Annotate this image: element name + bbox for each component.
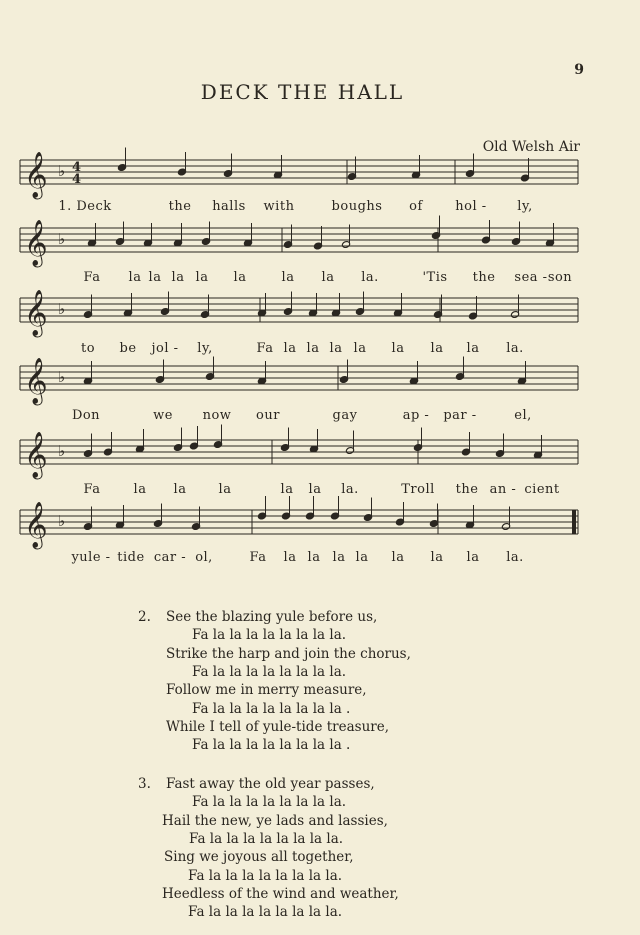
lyric-syllable: par - (443, 408, 477, 423)
lyric-syllable: ol, (195, 550, 213, 565)
lyric-syllable: hol - (455, 199, 487, 214)
lyric-syllable: la. (506, 550, 524, 565)
treble-clef-icon: 𝄞 (24, 220, 48, 266)
time-signature-digit: 4 (72, 172, 82, 187)
staff-system (20, 282, 582, 342)
lyric-syllable: la (233, 270, 247, 285)
lyric-syllable: la. (341, 482, 359, 497)
staff (20, 424, 582, 484)
staff-system (20, 350, 582, 410)
treble-clef-icon: 𝄞 (24, 358, 48, 404)
lyric-syllable: la (329, 341, 343, 356)
staff (20, 350, 582, 410)
lyric-syllable: la (281, 270, 295, 285)
lyric-syllable: now (202, 408, 232, 423)
lyric-syllable: la (306, 341, 320, 356)
lyric-syllable: la (307, 550, 321, 565)
treble-clef-icon: 𝄞 (24, 152, 48, 198)
staff (20, 282, 582, 342)
lyric-syllable: la (308, 482, 322, 497)
flat-key-signature-icon: ♭ (58, 162, 66, 180)
verse-line: While I tell of yule-tide treasure, (166, 718, 389, 735)
lyric-syllable: la (173, 482, 187, 497)
lyric-syllable: la (353, 341, 367, 356)
lyric-syllable: boughs (331, 199, 383, 214)
lyric-syllable: to (80, 341, 96, 356)
lyric-syllable: la (430, 341, 444, 356)
lyric-syllable: la (391, 341, 405, 356)
verse-line: Fa la la la la la la la la. (192, 627, 347, 644)
lyric-syllable: car - (153, 550, 187, 565)
lyric-syllable: Troll (401, 482, 435, 497)
lyric-syllable: la. (506, 341, 524, 356)
lyric-line (0, 550, 562, 568)
lyric-syllable: Fa (249, 550, 267, 565)
verse-line: Fa la la la la la la la la. (188, 867, 343, 884)
lyric-syllable: Fa (83, 270, 101, 285)
lyric-syllable: la (218, 482, 232, 497)
song-title: DECK THE HALL (200, 80, 405, 104)
verse-line: Hail the new, ye lads and lassies, (162, 812, 388, 829)
staff-system (20, 144, 582, 204)
staff (20, 144, 582, 204)
lyric-syllable: la (280, 482, 294, 497)
flat-key-signature-icon: ♭ (58, 442, 66, 460)
verse-number: 2. (138, 609, 151, 625)
lyric-syllable: 'Tis (422, 270, 448, 285)
lyric-syllable: halls (212, 199, 246, 214)
lyric-syllable: la (466, 550, 480, 565)
lyric-syllable: sea - (514, 270, 548, 285)
verse-line: Fa la la la la la la la la. (188, 904, 343, 921)
lyric-syllable: la (332, 550, 346, 565)
treble-clef-icon: 𝄞 (24, 502, 48, 548)
lyric-syllable: ly, (517, 199, 533, 214)
lyric-syllable: of (409, 199, 423, 214)
verse-line: Fa la la la la la la la la . (192, 700, 351, 717)
page-number: 9 (574, 62, 584, 78)
verse-line: Fa la la la la la la la la. (192, 663, 347, 680)
verse-number: 3. (138, 776, 151, 792)
lyric-syllable: son (547, 270, 573, 285)
lyric-syllable: gay (332, 408, 358, 423)
flat-key-signature-icon: ♭ (58, 512, 66, 530)
time-signature-digit: 4 (72, 160, 82, 175)
lyric-syllable: yule - (71, 550, 111, 565)
lyric-syllable: la (128, 270, 142, 285)
final-barline (572, 510, 576, 534)
lyric-syllable: la. (361, 270, 379, 285)
lyric-syllable: the (455, 482, 479, 497)
lyric-syllable: la (321, 270, 335, 285)
flat-key-signature-icon: ♭ (58, 368, 66, 386)
lyric-syllable: 1. Deck (58, 199, 112, 214)
verse-line: Follow me in merry measure, (166, 682, 367, 699)
verse-line: Fast away the old year passes, (166, 776, 375, 792)
lyric-syllable: the (472, 270, 496, 285)
flat-key-signature-icon: ♭ (58, 230, 66, 248)
lyric-syllable: Don (71, 408, 101, 423)
staff (20, 212, 582, 272)
lyric-syllable: jol - (151, 341, 179, 356)
lyric-syllable: an - (489, 482, 517, 497)
lyric-syllable: our (256, 408, 280, 423)
lyric-syllable: with (263, 199, 295, 214)
lyric-syllable: la (283, 341, 297, 356)
verse-line: Sing we joyous all together, (164, 849, 354, 866)
lyric-syllable: we (153, 408, 173, 423)
verse-line: Fa la la la la la la la la. (189, 830, 344, 847)
lyric-syllable: la (466, 341, 480, 356)
verse-line: Fa la la la la la la la la . (192, 737, 351, 754)
attribution: Old Welsh Air (482, 139, 580, 155)
treble-clef-icon: 𝄞 (24, 290, 48, 336)
lyric-syllable: la (133, 482, 147, 497)
lyric-syllable: la (148, 270, 162, 285)
lyric-syllable: la (195, 270, 209, 285)
lyric-syllable: cient (524, 482, 560, 497)
staff-system (20, 212, 582, 272)
lyric-syllable: ap - (402, 408, 430, 423)
verse-line: Heedless of the wind and weather, (162, 885, 399, 902)
lyric-syllable: Fa (256, 341, 274, 356)
lyric-syllable: Fa (83, 482, 101, 497)
staff-system (20, 494, 582, 554)
lyric-syllable: tide (117, 550, 145, 565)
lyric-syllable: the (168, 199, 192, 214)
verse-line: See the blazing yule before us, (166, 609, 378, 625)
staff-system (20, 424, 582, 484)
treble-clef-icon: 𝄞 (24, 432, 48, 478)
verse-line: Fa la la la la la la la la. (192, 794, 347, 811)
lyric-syllable: la (171, 270, 185, 285)
staff (20, 494, 582, 554)
lyric-syllable: la (355, 550, 369, 565)
flat-key-signature-icon: ♭ (58, 300, 66, 318)
lyric-syllable: el, (514, 408, 532, 423)
lyric-syllable: la (283, 550, 297, 565)
lyric-syllable: la (391, 550, 405, 565)
verse-line: Strike the harp and join the chorus, (166, 645, 411, 662)
lyric-syllable: ly, (197, 341, 213, 356)
lyric-syllable: be (119, 341, 137, 356)
lyric-syllable: la (430, 550, 444, 565)
